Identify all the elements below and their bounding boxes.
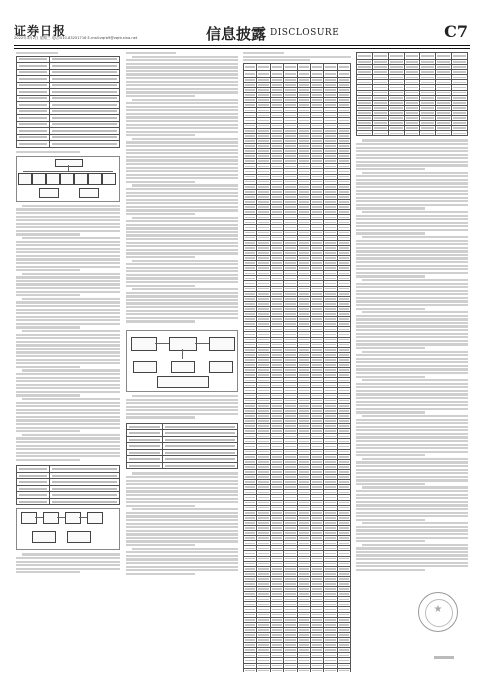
column-2 [126,52,238,672]
masthead-rule [14,45,470,46]
key-info-table-2 [16,465,120,505]
diagram-caption [16,151,80,153]
data-table [243,63,351,672]
structure-diagram-1 [16,156,120,202]
section-heading [243,52,284,54]
data-table-continued [356,52,468,136]
column-1 [16,52,120,672]
key-info-table [16,56,120,148]
signature-date [434,656,454,659]
company-seal-icon: ★ [418,592,458,632]
column-3 [243,52,351,672]
newspaper-logo: 证券日报 [14,24,67,38]
section-heading [126,52,176,54]
section-title-en: DISCLOSURE [270,28,340,38]
table-header-row [244,63,351,70]
structure-diagram-2 [16,508,120,550]
table-row [357,131,468,136]
section-title: 信息披露 [206,25,267,43]
flow-diagram [126,330,238,392]
table-row [244,668,351,672]
masthead-rule-thin [14,48,470,49]
dateline: 2022年3月2日 星期三 电话:010-83251716 E-mail:zqrb9@zqrb.sina.net [14,36,138,40]
key-info-table-3 [126,423,238,470]
table-header-row [357,53,468,60]
table-header-row [244,70,351,77]
column-4 [356,52,468,672]
masthead [14,22,470,44]
page-number: C7 [444,22,468,41]
section-heading [16,52,58,54]
